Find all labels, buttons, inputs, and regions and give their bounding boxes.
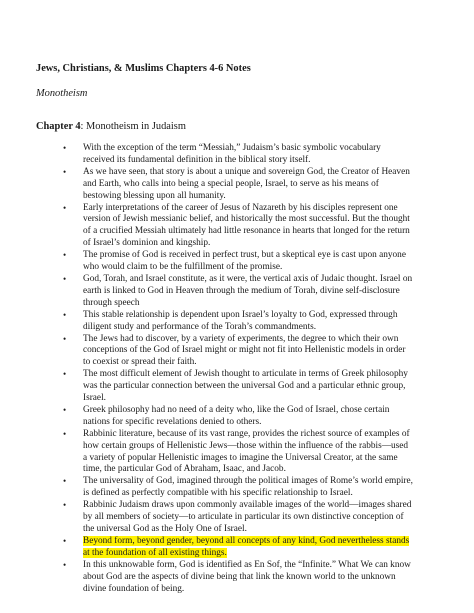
list-item-text: The Jews had to discover, by a variety of experiments, the degree to which their own conceptions of the God of Israel might or might not fit into Hellenistic models in order to coexist or spread their faith. [83,333,406,368]
highlighted-text: Beyond form, beyond gender, beyond all concepts of any kind, God nevertheless stands at the foundation of all existing things. [83,535,410,558]
chapter-title: : Monotheism in Judaism [80,121,186,132]
list-item [63,428,438,477]
list-item-text: Greek philosophy had no need of a deity who, like the God of Israel, chose certain nations for specific revelations denied to others. [83,404,390,427]
list-item-text: In this unknowable form, God is identified as En Sof, the “Infinite.” What We can know about God are the aspects of divine being that link the known world to the unknown divine foundation of being. [83,559,411,594]
list-item-text: As we have seen, that story is about a unique and sovereign God, the Creator of Heaven and Earth, who calls into being a special people, Israel, to serve as his means of bestowing blessing upon all humanity. [83,166,410,201]
list-item [63,143,438,167]
list-item-text: The most difficult element of Jewish thought to articulate in terms of Greek philosophy was the particular connection between the universal God and a particular ethnic group, Israel. [83,369,408,404]
list-item-text: This stable relationship is dependent upon Israel’s loyalty to God, expressed through diligent study and performance of the Torah’s commandments. [83,309,398,332]
list-item [63,333,438,370]
chapter-label: Chapter 4 [36,121,81,132]
bullet-icon: • [63,535,67,546]
bullet-icon: • [63,369,67,380]
bullet-icon: • [63,202,67,213]
list-item-text: The universality of God, imagined through the political images of Rome’s world empire, is defined as perfectly compatible with his specific relationship to Israel. [83,476,413,499]
bullet-icon: • [63,273,67,284]
list-item [63,559,438,596]
bullet-icon: • [63,166,67,177]
document-subtitle: Monotheism [36,88,88,99]
list-item [63,202,438,251]
list-item [63,309,438,334]
list-item [63,166,438,203]
bullet-icon: • [63,404,67,415]
bullet-icon: • [63,333,67,344]
document-title: Jews, Christians, & Muslims Chapters 4-6 Notes [36,63,251,74]
bullet-icon: • [63,428,67,439]
list-item-text: God, Torah, and Israel constitute, as it were, the vertical axis of Judaic thought. Israel on earth is linked to God in Heaven through the medium of Torah, divine self-disclosure through speech [83,273,413,308]
list-item [63,476,438,500]
list-item-highlighted [63,535,438,560]
list-item-text: Rabbinic Judaism draws upon commonly available images of the world—images shared by all members of society—to articulate in particular its own distinctive conception of the universal God as the Holy One of Israel. [83,500,412,534]
list-item-text: Rabbinic literature, because of its vast range, provides the richest source of examples of how certain groups of Hellenistic Jews—those within the influence of the rabbis—used a variety of popular Hellenistic images to imagine the Universal Creator, at the same time, the particular God of Abraham, Isaac, and Jacob. [83,428,410,475]
bullet-icon: • [63,559,67,570]
list-item-text: With the exception of the term “Messiah,” Judaism’s basic symbolic vocabulary received its fundamental definition in the biblical story itself. [83,143,381,165]
list-item [63,404,438,429]
notes-list [36,143,438,595]
bullet-icon: • [63,250,67,261]
list-item-text: The promise of God is received in perfect trust, but a skeptical eye is cast upon anyone who would claim to be the fulfillment of the promise. [83,250,406,273]
bullet-icon: • [63,309,67,320]
list-item-text: Early interpretations of the career of Jesus of Nazareth by his disciples represent one version of Jewish messianic belief, and historically the most successful. But the thought of a crucified Messiah ultimately had little resonance in hearts that longed for the return of Israel’s dominion and kingship. [83,202,410,249]
list-item [63,369,438,405]
list-item [63,500,438,536]
bullet-icon: • [63,143,67,153]
list-item [63,273,438,310]
bullet-icon: • [63,500,67,511]
list-item [63,250,438,274]
chapter-heading [36,120,438,133]
bullet-icon: • [63,476,67,487]
